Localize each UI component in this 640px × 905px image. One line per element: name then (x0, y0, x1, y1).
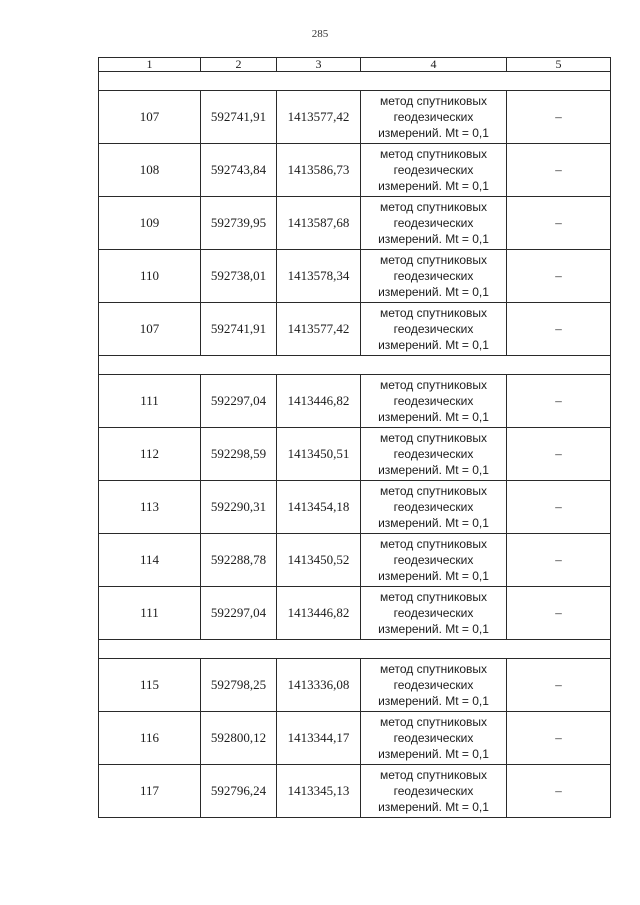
method-text-line: метод спутниковых (379, 590, 487, 604)
x-coordinate-cell: 592800,12 (201, 712, 277, 765)
method-cell (361, 250, 507, 303)
y-coordinate-cell: 1413345,13 (277, 765, 361, 818)
group-separator-row (99, 640, 611, 659)
table-row (99, 250, 611, 303)
note-cell: – (507, 587, 611, 640)
point-id-cell: 111 (99, 375, 201, 428)
x-coordinate-cell: 592741,91 (201, 303, 277, 356)
method-text-line: геодезических (393, 447, 474, 461)
table-row (99, 197, 611, 250)
column-header-3: 3 (277, 58, 361, 72)
method-text-line: геодезических (393, 678, 474, 692)
group-separator-cell (99, 640, 611, 659)
note-cell: – (507, 659, 611, 712)
method-text-line: метод спутниковых (379, 431, 487, 445)
method-text-line: геодезических (393, 394, 474, 408)
y-coordinate-cell: 1413577,42 (277, 91, 361, 144)
method-text-line: геодезических (393, 110, 474, 124)
y-coordinate-cell: 1413577,42 (277, 303, 361, 356)
method-text-line: геодезических (393, 731, 474, 745)
method-cell (361, 303, 507, 356)
method-text-line: измерений. Mt = 0,1 (378, 622, 489, 636)
group-separator-cell (99, 356, 611, 375)
method-text-line: измерений. Mt = 0,1 (378, 179, 489, 193)
method-cell (361, 144, 507, 197)
x-coordinate-cell: 592796,24 (201, 765, 277, 818)
column-header-1: 1 (99, 58, 201, 72)
group-separator-cell (99, 72, 611, 91)
method-text-line: измерений. Mt = 0,1 (378, 569, 489, 583)
point-id-cell: 110 (99, 250, 201, 303)
method-text-line: геодезических (393, 163, 474, 177)
y-coordinate-cell: 1413587,68 (277, 197, 361, 250)
method-text-line: метод спутниковых (379, 200, 487, 214)
page-number: 285 (311, 28, 329, 40)
y-coordinate-cell: 1413336,08 (277, 659, 361, 712)
table-row (99, 303, 611, 356)
method-text-line: измерений. Mt = 0,1 (378, 800, 489, 814)
table-row (99, 375, 611, 428)
method-text-line: измерений. Mt = 0,1 (378, 516, 489, 530)
coordinates-table (98, 57, 611, 818)
method-text-line: метод спутниковых (379, 378, 487, 392)
method-text-line: метод спутниковых (379, 94, 487, 108)
y-coordinate-cell: 1413446,82 (277, 375, 361, 428)
note-cell: – (507, 303, 611, 356)
note-cell: – (507, 712, 611, 765)
method-cell (361, 712, 507, 765)
note-cell: – (507, 197, 611, 250)
method-text-line: метод спутниковых (379, 662, 487, 676)
point-id-cell: 113 (99, 481, 201, 534)
point-id-cell: 108 (99, 144, 201, 197)
method-cell (361, 481, 507, 534)
x-coordinate-cell: 592288,78 (201, 534, 277, 587)
table-row (99, 91, 611, 144)
point-id-cell: 107 (99, 91, 201, 144)
y-coordinate-cell: 1413344,17 (277, 712, 361, 765)
method-text-line: геодезических (393, 784, 474, 798)
x-coordinate-cell: 592297,04 (201, 587, 277, 640)
method-cell (361, 428, 507, 481)
column-header-2: 2 (201, 58, 277, 72)
x-coordinate-cell: 592739,95 (201, 197, 277, 250)
table-body (99, 58, 611, 818)
x-coordinate-cell: 592798,25 (201, 659, 277, 712)
method-text-line: измерений. Mt = 0,1 (378, 232, 489, 246)
method-text-line: измерений. Mt = 0,1 (378, 694, 489, 708)
point-id-cell: 107 (99, 303, 201, 356)
note-cell: – (507, 481, 611, 534)
column-header-4: 4 (361, 58, 507, 72)
method-text-line: измерений. Mt = 0,1 (378, 285, 489, 299)
y-coordinate-cell: 1413450,51 (277, 428, 361, 481)
table-row (99, 534, 611, 587)
column-header-row (99, 58, 611, 72)
x-coordinate-cell: 592743,84 (201, 144, 277, 197)
method-text-line: геодезических (393, 553, 474, 567)
method-text-line: измерений. Mt = 0,1 (378, 338, 489, 352)
method-cell (361, 587, 507, 640)
table-row (99, 659, 611, 712)
table-row (99, 712, 611, 765)
x-coordinate-cell: 592738,01 (201, 250, 277, 303)
table-row (99, 587, 611, 640)
y-coordinate-cell: 1413586,73 (277, 144, 361, 197)
note-cell: – (507, 765, 611, 818)
method-text-line: геодезических (393, 500, 474, 514)
method-cell (361, 534, 507, 587)
x-coordinate-cell: 592297,04 (201, 375, 277, 428)
point-id-cell: 117 (99, 765, 201, 818)
method-text-line: метод спутниковых (379, 484, 487, 498)
method-text-line: геодезических (393, 269, 474, 283)
x-coordinate-cell: 592290,31 (201, 481, 277, 534)
x-coordinate-cell: 592298,59 (201, 428, 277, 481)
table-row (99, 428, 611, 481)
point-id-cell: 111 (99, 587, 201, 640)
method-text-line: метод спутниковых (379, 306, 487, 320)
point-id-cell: 115 (99, 659, 201, 712)
table-row (99, 144, 611, 197)
method-text-line: геодезических (393, 216, 474, 230)
point-id-cell: 109 (99, 197, 201, 250)
method-cell (361, 659, 507, 712)
method-text-line: измерений. Mt = 0,1 (378, 126, 489, 140)
note-cell: – (507, 91, 611, 144)
table-row (99, 765, 611, 818)
x-coordinate-cell: 592741,91 (201, 91, 277, 144)
y-coordinate-cell: 1413454,18 (277, 481, 361, 534)
note-cell: – (507, 250, 611, 303)
table-row (99, 481, 611, 534)
method-text-line: геодезических (393, 606, 474, 620)
point-id-cell: 112 (99, 428, 201, 481)
method-text-line: метод спутниковых (379, 253, 487, 267)
method-cell (361, 375, 507, 428)
y-coordinate-cell: 1413446,82 (277, 587, 361, 640)
group-separator-row (99, 356, 611, 375)
note-cell: – (507, 375, 611, 428)
method-text-line: метод спутниковых (379, 715, 487, 729)
y-coordinate-cell: 1413450,52 (277, 534, 361, 587)
method-text-line: метод спутниковых (379, 768, 487, 782)
method-cell (361, 197, 507, 250)
method-text-line: измерений. Mt = 0,1 (378, 747, 489, 761)
point-id-cell: 114 (99, 534, 201, 587)
y-coordinate-cell: 1413578,34 (277, 250, 361, 303)
group-separator-row (99, 72, 611, 91)
column-header-5: 5 (507, 58, 611, 72)
method-cell (361, 91, 507, 144)
method-text-line: измерений. Mt = 0,1 (378, 463, 489, 477)
note-cell: – (507, 144, 611, 197)
method-text-line: метод спутниковых (379, 537, 487, 551)
method-text-line: метод спутниковых (379, 147, 487, 161)
point-id-cell: 116 (99, 712, 201, 765)
note-cell: – (507, 534, 611, 587)
note-cell: – (507, 428, 611, 481)
method-text-line: измерений. Mt = 0,1 (378, 410, 489, 424)
method-text-line: геодезических (393, 322, 474, 336)
method-cell (361, 765, 507, 818)
